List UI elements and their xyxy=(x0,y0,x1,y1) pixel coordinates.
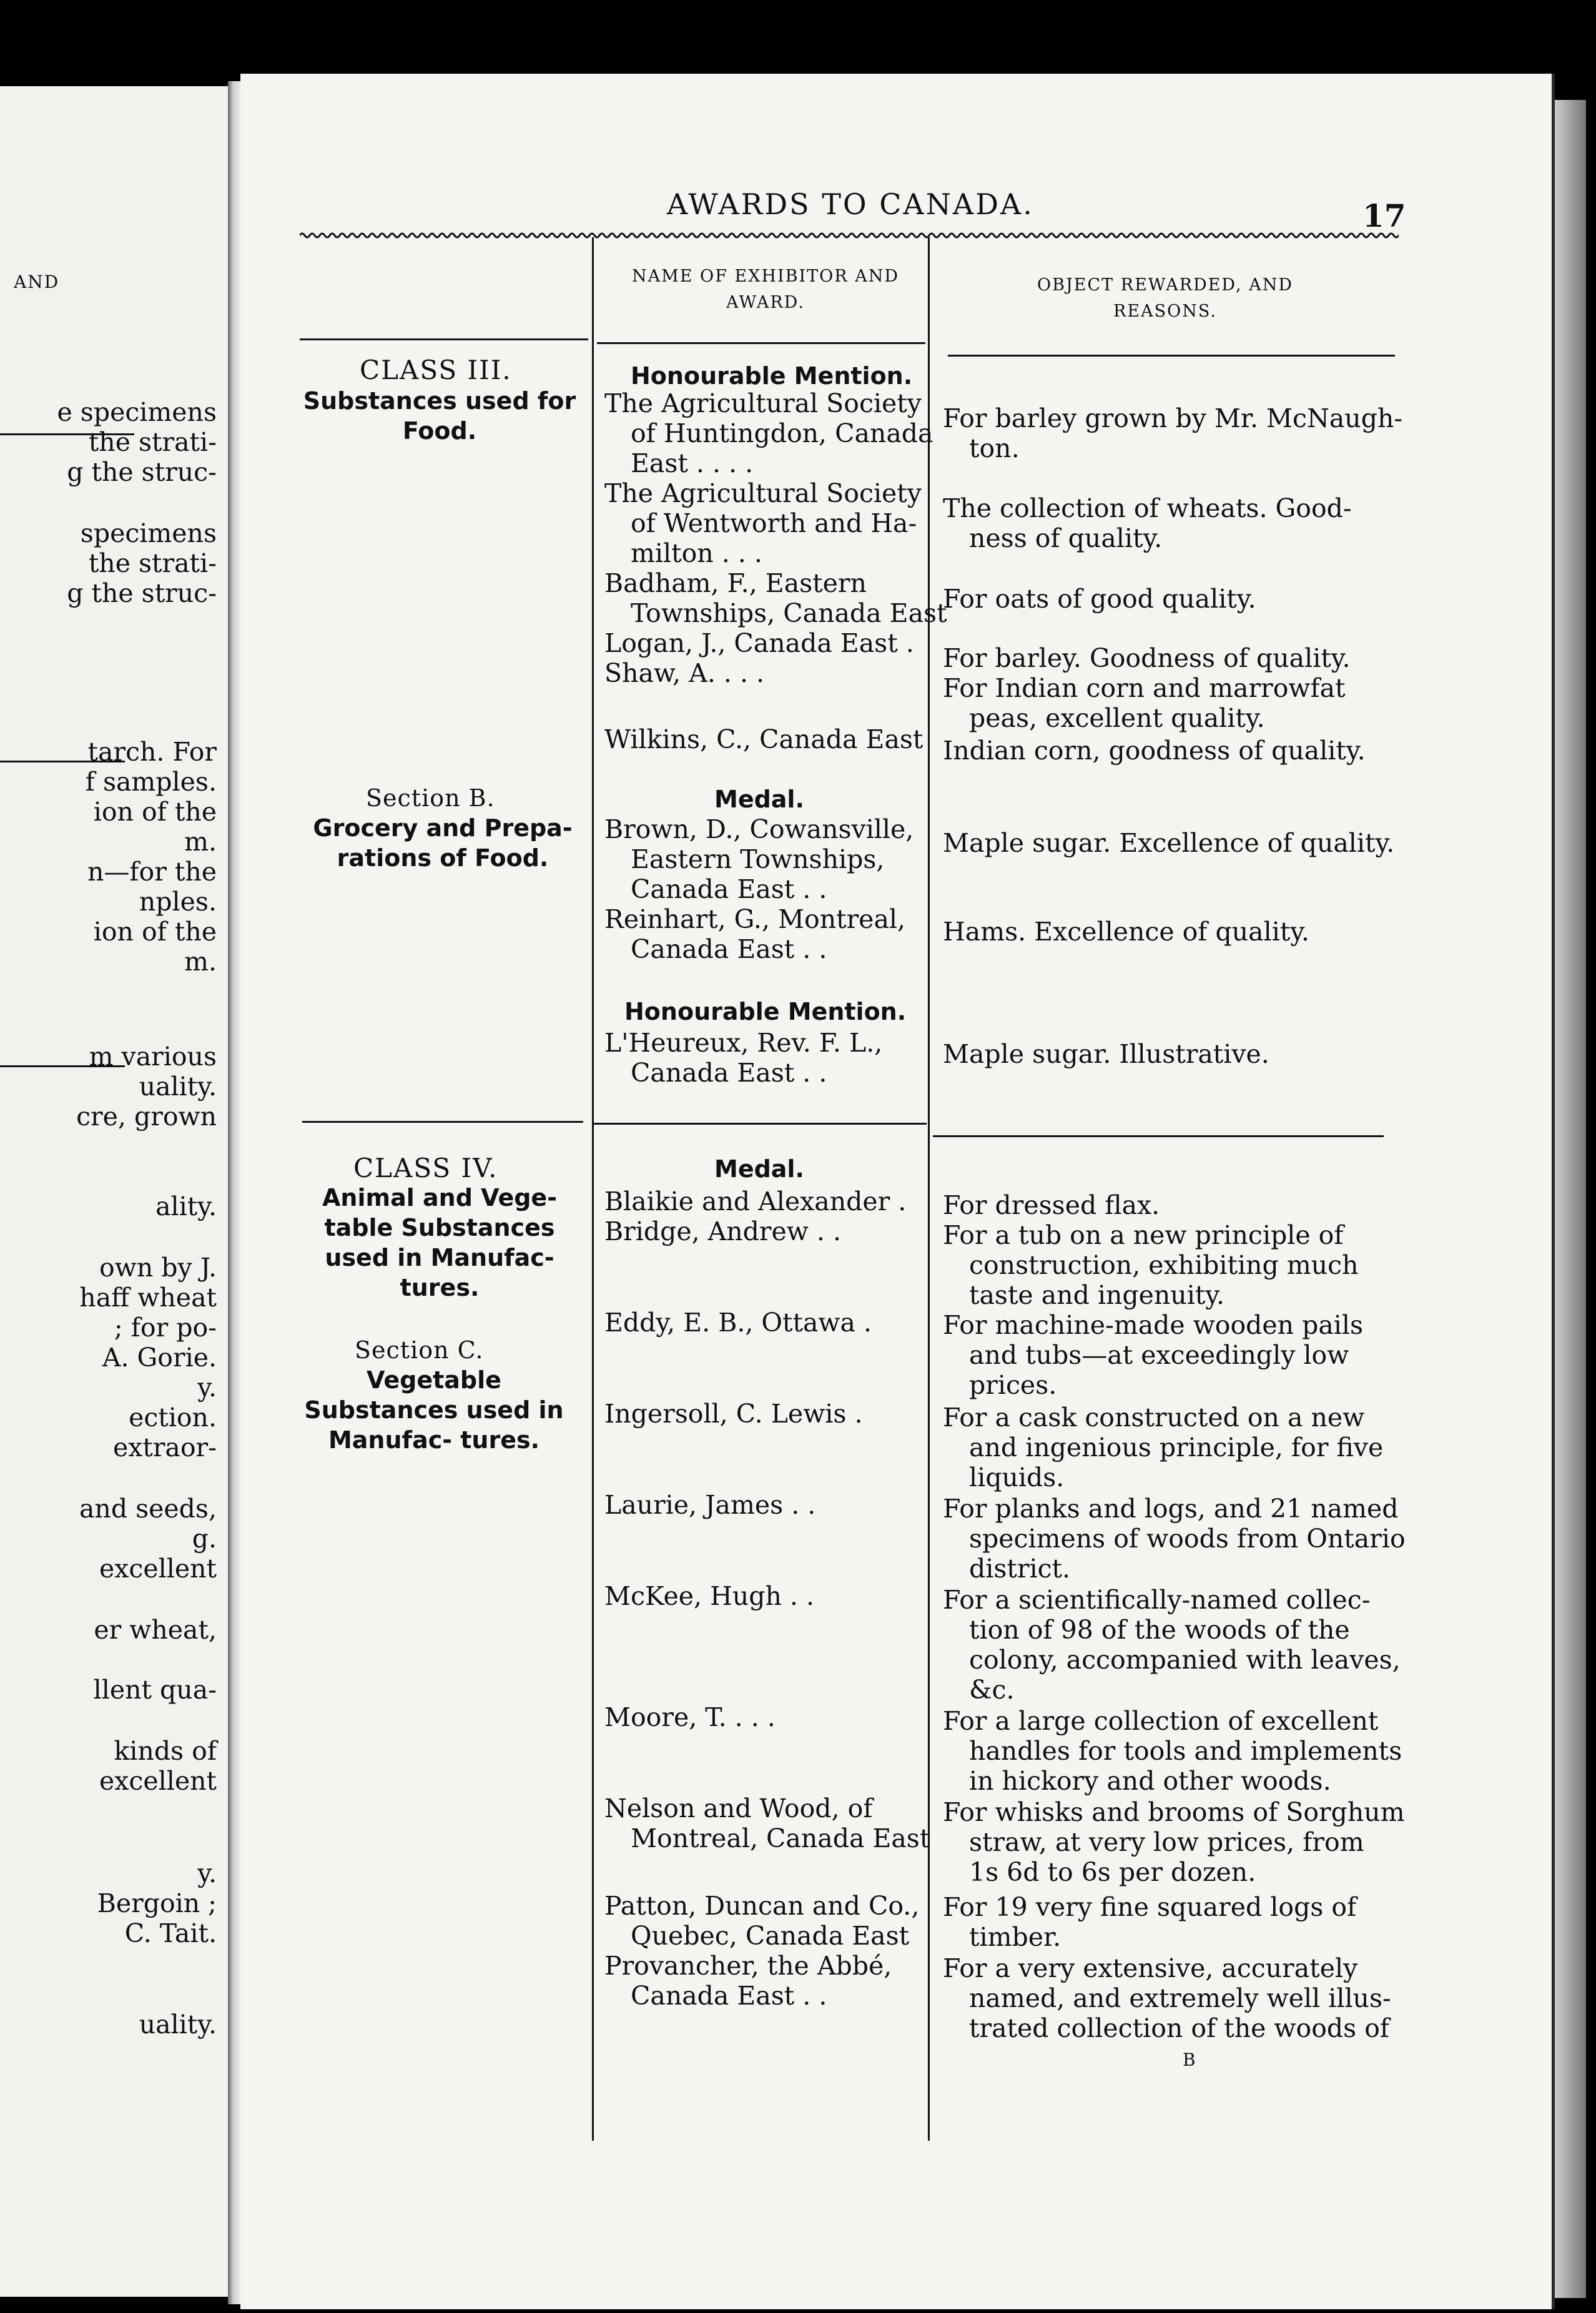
exhibitor-name: Laurie, James . . xyxy=(604,1490,816,1520)
exhibitor-name: The Agricultural Society xyxy=(604,388,922,418)
column-divider xyxy=(928,237,930,2141)
exhibitor-name: Brown, D., Cowansville, xyxy=(604,814,914,844)
object-reason: For oats of good quality. xyxy=(943,584,1256,614)
header-rule xyxy=(597,342,925,344)
exhibitor-name: Blaikie and Alexander . xyxy=(604,1186,907,1216)
exhibitor-name: McKee, Hugh . . xyxy=(604,1581,815,1611)
left-page-line: nples. xyxy=(139,887,217,917)
left-page-line: n—for the xyxy=(87,857,217,887)
exhibitor-name: Canada East . . xyxy=(631,934,827,964)
exhibitor-name: The Agricultural Society xyxy=(604,478,922,508)
object-reason: ness of quality. xyxy=(969,523,1163,553)
book-gutter xyxy=(228,81,242,2304)
left-page-line: uality. xyxy=(139,2010,217,2039)
exhibitor-name: Canada East . . xyxy=(631,1058,827,1088)
exhibitor-name: Logan, J., Canada East . xyxy=(604,628,914,658)
object-reason: timber. xyxy=(969,1922,1062,1952)
class-divider xyxy=(933,1135,1384,1137)
left-page-line: g the struc- xyxy=(67,457,217,487)
object-reason: For a tub on a new principle of xyxy=(943,1220,1344,1250)
exhibitor-name: Wilkins, C., Canada East xyxy=(604,724,924,754)
left-page-line: kinds of xyxy=(114,1736,217,1766)
left-page-line: ion of the xyxy=(93,917,217,947)
object-reason: For whisks and brooms of Sorghum xyxy=(943,1797,1405,1827)
object-reason: Maple sugar. Excellence of quality. xyxy=(943,828,1395,858)
exhibitor-name: Reinhart, G., Montreal, xyxy=(604,904,906,934)
object-reason: For a large collection of excellent xyxy=(943,1706,1379,1736)
signature-mark: B xyxy=(1183,2049,1196,2070)
left-page-line: and seeds, xyxy=(79,1494,217,1524)
exhibitor-name: Eastern Townships, xyxy=(631,844,885,874)
object-reason: For machine-made wooden pails xyxy=(943,1310,1364,1340)
left-page-line: e specimens xyxy=(57,397,217,427)
class-subtitle: Substances used for Food. xyxy=(303,387,576,445)
object-reason: For planks and logs, and 21 named xyxy=(943,1494,1399,1524)
class-divider xyxy=(593,1123,927,1125)
exhibitor-name: Montreal, Canada East xyxy=(631,1823,930,1853)
left-page-line: m. xyxy=(184,947,217,977)
left-page-line: excellent xyxy=(99,1554,217,1584)
exhibitor-name: Canada East . . xyxy=(631,1981,827,2011)
exhibitor-name: Provancher, the Abbé, xyxy=(604,1951,892,1981)
object-reason: Indian corn, goodness of quality. xyxy=(943,736,1366,766)
header-rule xyxy=(948,355,1395,357)
object-reason: For barley. Goodness of quality. xyxy=(943,643,1351,673)
object-reason: trated collection of the woods of xyxy=(969,2013,1390,2043)
exhibitor-name: Shaw, A. . . . xyxy=(604,658,765,688)
left-page-line: y. xyxy=(197,1373,217,1403)
left-page-line: haff wheat xyxy=(79,1283,217,1313)
left-page-line: llent qua- xyxy=(93,1675,217,1705)
object-reason: Hams. Excellence of quality. xyxy=(943,917,1310,947)
left-page-line: own by J. xyxy=(99,1253,217,1283)
column-header-exhibitor: NAME OF EXHIBITOR AND AWARD. xyxy=(632,267,899,312)
left-page-line: tarch. For xyxy=(87,737,217,767)
object-reason: straw, at very low prices, from xyxy=(969,1827,1364,1857)
left-page-line: m. xyxy=(184,827,217,857)
left-page-line: C. Tait. xyxy=(124,1918,217,1948)
object-reason: construction, exhibiting much xyxy=(969,1250,1359,1280)
left-page xyxy=(0,86,229,2297)
section-subtitle: Grocery and Prepa- rations of Food. xyxy=(313,814,573,872)
column-divider xyxy=(592,237,594,2141)
object-reason: For 19 very fine squared logs of xyxy=(943,1892,1357,1922)
exhibitor-name: Patton, Duncan and Co., xyxy=(604,1891,920,1921)
left-page-line: ality. xyxy=(155,1191,217,1221)
class-divider xyxy=(302,1121,583,1123)
left-page-line: the strati- xyxy=(88,427,217,457)
class-title: CLASS III. xyxy=(360,355,512,385)
object-reason: handles for tools and implements xyxy=(969,1736,1402,1766)
object-reason: For Indian corn and marrowfat xyxy=(943,673,1346,703)
object-reason: district. xyxy=(969,1554,1071,1584)
award-heading: Medal. xyxy=(714,786,804,813)
object-reason: ton. xyxy=(969,433,1020,463)
left-page-line: Bergoin ; xyxy=(97,1888,217,1918)
left-page-line: ; for po- xyxy=(114,1313,217,1343)
class-title: CLASS IV. xyxy=(353,1153,498,1183)
class-subtitle: Animal and Vege- table Substances used in Manufac- tures. xyxy=(322,1184,557,1301)
left-page-line: extraor- xyxy=(112,1433,217,1462)
award-heading: Honourable Mention. xyxy=(631,362,913,390)
object-reason: 1s 6d to 6s per dozen. xyxy=(969,1857,1256,1887)
object-reason: in hickory and other woods. xyxy=(969,1766,1331,1796)
left-page-line: f samples. xyxy=(85,767,217,797)
left-page-line: excellent xyxy=(99,1766,217,1796)
exhibitor-name: Moore, T. . . . xyxy=(604,1702,776,1732)
exhibitor-name: Nelson and Wood, of xyxy=(604,1793,873,1823)
exhibitor-name: East . . . . xyxy=(631,448,754,478)
wavy-rule xyxy=(300,231,1399,240)
object-reason: peas, excellent quality. xyxy=(969,703,1265,733)
object-reason: specimens of woods from Ontario xyxy=(969,1524,1406,1554)
left-page-line: er wheat, xyxy=(94,1615,217,1645)
header-rule xyxy=(300,338,588,340)
exhibitor-name: L'Heureux, Rev. F. L., xyxy=(604,1028,883,1058)
exhibitor-name: of Wentworth and Ha- xyxy=(631,508,917,538)
object-reason: For barley grown by Mr. McNaugh- xyxy=(943,403,1403,433)
left-page-line: m various xyxy=(89,1042,217,1072)
left-page-line: A. Gorie. xyxy=(102,1343,217,1373)
exhibitor-name: Eddy, E. B., Ottawa . xyxy=(604,1308,872,1338)
award-heading: Honourable Mention. xyxy=(624,998,907,1025)
object-reason: For dressed flax. xyxy=(943,1190,1160,1220)
left-page-header: AND xyxy=(14,272,60,292)
section-title: Section B. xyxy=(366,784,495,812)
exhibitor-name: Canada East . . xyxy=(631,874,827,904)
object-reason: and ingenious principle, for five xyxy=(969,1433,1384,1462)
page-title: AWARDS TO CANADA. xyxy=(667,187,1034,221)
object-reason: &c. xyxy=(969,1675,1015,1705)
object-reason: and tubs—at exceedingly low xyxy=(969,1340,1349,1370)
exhibitor-name: Ingersoll, C. Lewis . xyxy=(604,1399,863,1429)
object-reason: For a very extensive, accurately xyxy=(943,1953,1358,1983)
exhibitor-name: of Huntingdon, Canada xyxy=(631,418,933,448)
left-page-line: ection. xyxy=(129,1403,217,1433)
left-page-line: the strati- xyxy=(88,548,217,578)
left-page-line: g. xyxy=(192,1524,217,1554)
exhibitor-name: Badham, F., Eastern xyxy=(604,568,867,598)
left-page-line: ion of the xyxy=(93,797,217,827)
exhibitor-name: Bridge, Andrew . . xyxy=(604,1216,842,1246)
page-number: 17 xyxy=(1362,197,1406,234)
left-page-line: cre, grown xyxy=(76,1102,217,1132)
section-title: Section C. xyxy=(355,1336,484,1364)
award-heading: Medal. xyxy=(714,1155,804,1183)
exhibitor-name: milton . . . xyxy=(631,538,762,568)
column-header-object: OBJECT REWARDED, AND REASONS. xyxy=(1037,275,1293,321)
object-reason: named, and extremely well illus- xyxy=(969,1983,1391,2013)
object-reason: For a cask constructed on a new xyxy=(943,1403,1365,1433)
object-reason: prices. xyxy=(969,1370,1057,1400)
object-reason: tion of 98 of the woods of the xyxy=(969,1615,1350,1645)
object-reason: taste and ingenuity. xyxy=(969,1280,1225,1310)
object-reason: colony, accompanied with leaves, xyxy=(969,1645,1401,1675)
left-page-line: g the struc- xyxy=(67,578,217,608)
left-page-line: specimens xyxy=(80,518,217,548)
object-reason: For a scientifically-named collec- xyxy=(943,1585,1371,1615)
object-reason: The collection of wheats. Good- xyxy=(943,493,1352,523)
exhibitor-name: Townships, Canada East xyxy=(631,598,947,628)
object-reason: liquids. xyxy=(969,1462,1065,1492)
section-subtitle: Vegetable Substances used in Manufac- tures. xyxy=(304,1366,564,1454)
exhibitor-name: Quebec, Canada East xyxy=(631,1921,910,1951)
object-reason: Maple sugar. Illustrative. xyxy=(943,1039,1269,1069)
left-page-line: y. xyxy=(197,1858,217,1888)
left-page-line: uality. xyxy=(139,1072,217,1102)
